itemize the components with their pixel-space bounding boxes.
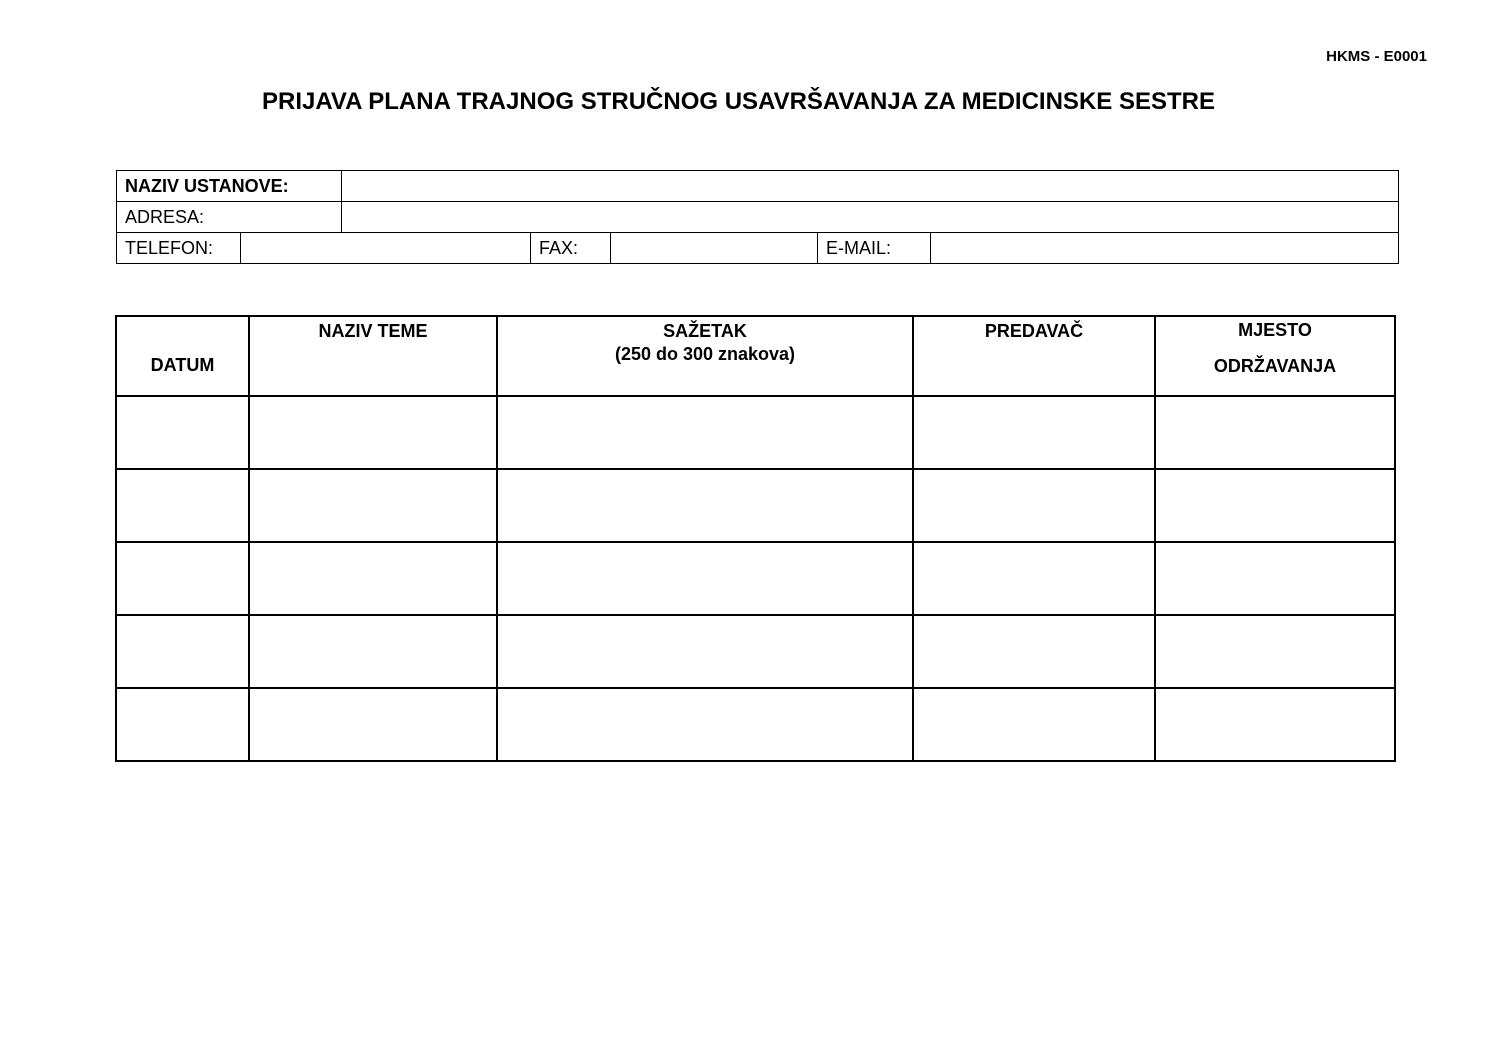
- predavac-cell[interactable]: [913, 469, 1155, 542]
- plan-header-row: [116, 316, 1395, 396]
- email-label: E-MAIL:: [818, 233, 931, 264]
- column-header-naziv-teme: NAZIV TEME: [249, 316, 497, 396]
- datum-cell[interactable]: [116, 542, 249, 615]
- datum-cell[interactable]: [116, 688, 249, 761]
- sazetak-cell[interactable]: [497, 542, 913, 615]
- institution-contact-row: [117, 233, 1399, 264]
- naziv-teme-cell[interactable]: [249, 542, 497, 615]
- institution-name-label: NAZIV USTANOVE:: [117, 171, 342, 202]
- mjesto-cell[interactable]: [1155, 688, 1395, 761]
- plan-row: [116, 615, 1395, 688]
- sazetak-cell[interactable]: [497, 396, 913, 469]
- column-header-datum: DATUM: [116, 316, 249, 396]
- sazetak-cell[interactable]: [497, 688, 913, 761]
- column-header-predavac: PREDAVAČ: [913, 316, 1155, 396]
- predavac-cell[interactable]: [913, 396, 1155, 469]
- fax-label: FAX:: [531, 233, 611, 264]
- mjesto-label-line1: MJESTO: [1238, 320, 1312, 340]
- predavac-cell[interactable]: [913, 688, 1155, 761]
- institution-address-field[interactable]: [342, 202, 1399, 233]
- institution-info-table: [116, 170, 1399, 264]
- sazetak-cell[interactable]: [497, 615, 913, 688]
- phone-label: TELEFON:: [117, 233, 241, 264]
- document-code: HKMS - E0001: [1326, 48, 1427, 65]
- sazetak-note: (250 do 300 znakova): [614, 344, 796, 364]
- column-header-sazetak: [497, 316, 913, 396]
- plan-row: [116, 396, 1395, 469]
- plan-row: [116, 469, 1395, 542]
- predavac-cell[interactable]: [913, 615, 1155, 688]
- predavac-cell[interactable]: [913, 542, 1155, 615]
- plan-row: [116, 542, 1395, 615]
- naziv-teme-cell[interactable]: [249, 469, 497, 542]
- naziv-teme-cell[interactable]: [249, 396, 497, 469]
- datum-cell[interactable]: [116, 615, 249, 688]
- institution-name-field[interactable]: [342, 171, 1399, 202]
- mjesto-cell[interactable]: [1155, 615, 1395, 688]
- email-field[interactable]: [931, 233, 1399, 264]
- sazetak-cell[interactable]: [497, 469, 913, 542]
- institution-address-row: [117, 202, 1399, 233]
- mjesto-label-line2: ODRŽAVANJA: [1213, 356, 1337, 376]
- naziv-teme-cell[interactable]: [249, 615, 497, 688]
- page-title: PRIJAVA PLANA TRAJNOG STRUČNOG USAVRŠAVANJA ZA MEDICINSKE SESTRE: [262, 88, 1215, 115]
- mjesto-cell[interactable]: [1155, 396, 1395, 469]
- institution-address-label: ADRESA:: [117, 202, 342, 233]
- mjesto-cell[interactable]: [1155, 542, 1395, 615]
- mjesto-cell[interactable]: [1155, 469, 1395, 542]
- datum-cell[interactable]: [116, 469, 249, 542]
- sazetak-label: SAŽETAK: [663, 321, 747, 341]
- fax-field[interactable]: [611, 233, 818, 264]
- institution-name-row: [117, 171, 1399, 202]
- naziv-teme-cell[interactable]: [249, 688, 497, 761]
- datum-cell[interactable]: [116, 396, 249, 469]
- plan-row: [116, 688, 1395, 761]
- column-header-mjesto-odrzavanja: [1155, 316, 1395, 396]
- phone-field[interactable]: [241, 233, 531, 264]
- education-plan-table: [115, 315, 1396, 762]
